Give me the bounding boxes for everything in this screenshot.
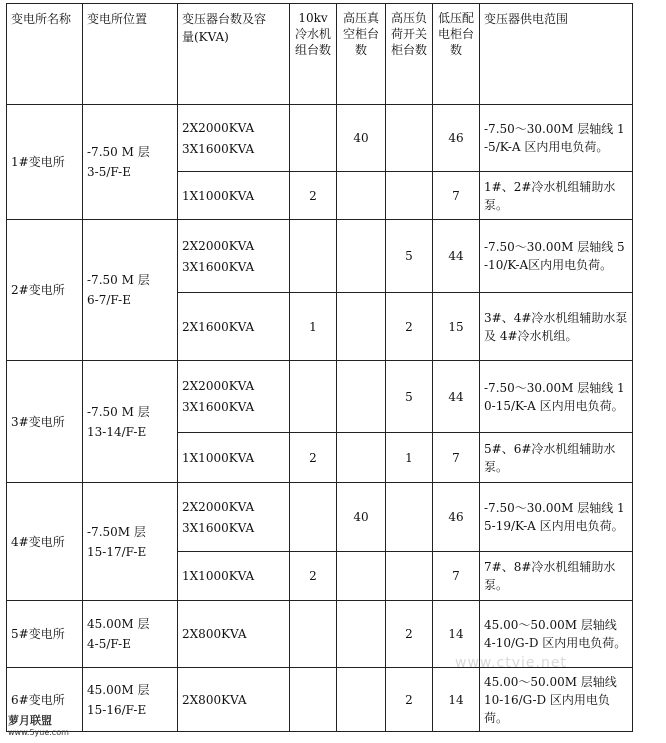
position-axis: 6-7/F-E (87, 293, 131, 307)
supply-range: -7.50～30.00M 层轴线 10-15/K-A 区内用电负荷。 (480, 361, 633, 433)
watermark-url: www.ctvie.net (455, 655, 567, 671)
capacity-line: 1X1000KVA (182, 569, 255, 583)
hv-load-switch-count (386, 172, 433, 220)
supply-range: 45.00～50.00M 层轴线 4-10/G-D 区内用电负荷。 (480, 601, 633, 668)
capacity-cell (178, 552, 290, 601)
lv-panel-count: 7 (433, 172, 480, 220)
seal-title: 萝月联盟 (8, 714, 52, 727)
capacity-line: 3X1600KVA (182, 520, 255, 535)
header-position: 变电所位置 (83, 4, 178, 105)
hv-vacuum-count (337, 172, 386, 220)
substation-name: 4#变电所 (7, 483, 83, 601)
hv-vacuum-count (337, 552, 386, 601)
substation-position (83, 220, 178, 361)
watermark-seal (8, 712, 69, 737)
substation-name: 6#变电所 (7, 668, 83, 732)
capacity-line: 2X2000KVA (182, 238, 255, 253)
capacity-line: 2X800KVA (182, 692, 247, 707)
capacity-cell (178, 361, 290, 433)
hv-load-switch-count (386, 105, 433, 172)
hv-vacuum-count (337, 293, 386, 361)
hv-load-switch-count: 2 (386, 601, 433, 668)
substation-name: 2#变电所 (7, 220, 83, 361)
capacity-line: 3X1600KVA (182, 141, 255, 156)
substation-name: 1#变电所 (7, 105, 83, 220)
chillers-count (290, 601, 337, 668)
hv-vacuum-count (337, 668, 386, 732)
header-chillers: 10kv冷水机组台数 (290, 4, 337, 105)
table-row (7, 105, 633, 172)
table-row (7, 668, 633, 732)
hv-vacuum-count (337, 601, 386, 668)
hv-load-switch-count: 5 (386, 361, 433, 433)
supply-range: 3#、4#冷水机组辅助水泵及 4#冷水机组。 (480, 293, 633, 361)
lv-panel-count: 7 (433, 552, 480, 601)
header-name: 变电所名称 (7, 4, 83, 105)
hv-vacuum-count (337, 220, 386, 293)
hv-vacuum-count: 40 (337, 105, 386, 172)
chillers-count (290, 361, 337, 433)
capacity-line: 3X1600KVA (182, 400, 255, 414)
capacity-line: 1X1000KVA (182, 188, 255, 203)
supply-range: -7.50～30.00M 层轴线 5-10/K-A区内用电负荷。 (480, 220, 633, 293)
lv-panel-count: 7 (433, 433, 480, 483)
hv-load-switch-count: 2 (386, 668, 433, 732)
capacity-line: 2X2000KVA (182, 120, 255, 135)
capacity-line: 3X1600KVA (182, 259, 255, 274)
chillers-count (290, 668, 337, 732)
supply-range: -7.50～30.00M 层轴线 15-19/K-A 区内用电负荷。 (480, 483, 633, 552)
header-hv-load-switch: 高压负荷开关柜台数 (386, 4, 433, 105)
capacity-cell (178, 483, 290, 552)
capacity-cell (178, 220, 290, 293)
hv-load-switch-count: 2 (386, 293, 433, 361)
lv-panel-count: 46 (433, 483, 480, 552)
supply-range: 45.00～50.00M 层轴线 10-16/G-D 区内用电负荷。 (480, 668, 633, 732)
lv-panel-count: 15 (433, 293, 480, 361)
seal-url: www.5yue.com (8, 728, 69, 737)
chillers-count: 1 (290, 293, 337, 361)
hv-load-switch-count: 5 (386, 220, 433, 293)
capacity-line: 2X2000KVA (182, 499, 255, 514)
capacity-line: 1X1000KVA (182, 450, 255, 465)
position-level: -7.50 M 层 (87, 404, 150, 419)
capacity-cell (178, 172, 290, 220)
substation-position (83, 105, 178, 220)
substation-name: 3#变电所 (7, 361, 83, 483)
substation-name: 5#变电所 (7, 601, 83, 668)
capacity-cell (178, 601, 290, 668)
substation-position (83, 483, 178, 601)
chillers-count (290, 483, 337, 552)
lv-panel-count: 46 (433, 105, 480, 172)
capacity-line: 2X2000KVA (182, 379, 255, 393)
position-level: -7.50 M 层 (87, 145, 150, 159)
header-transformers: 变压器台数及容 量(KVA) (178, 4, 290, 105)
supply-range: 5#、6#冷水机组辅助水泵。 (480, 433, 633, 483)
substation-table (6, 3, 633, 732)
supply-range: -7.50～30.00M 层轴线 1-5/K-A 区内用电负荷。 (480, 105, 633, 172)
lv-panel-count: 14 (433, 601, 480, 668)
position-level: 45.00M 层 (87, 682, 150, 697)
header-lv-panel: 低压配电柜台数 (433, 4, 480, 105)
lv-panel-count: 44 (433, 361, 480, 433)
substation-position (83, 668, 178, 732)
hv-load-switch-count (386, 483, 433, 552)
header-supply-range: 变压器供电范围 (480, 4, 633, 105)
hv-vacuum-count (337, 361, 386, 433)
position-axis: 13-14/F-E (87, 424, 147, 439)
table-row (7, 220, 633, 293)
chillers-count (290, 220, 337, 293)
substation-position (83, 601, 178, 668)
capacity-cell (178, 105, 290, 172)
position-axis: 4-5/F-E (87, 637, 131, 651)
table-row (7, 361, 633, 433)
position-level: 45.00M 层 (87, 617, 150, 631)
position-axis: 15-17/F-E (87, 544, 147, 559)
capacity-line: 2X1600KVA (182, 319, 255, 334)
supply-range: 1#、2#冷水机组辅助水泵。 (480, 172, 633, 220)
capacity-cell (178, 433, 290, 483)
substation-position (83, 361, 178, 483)
lv-panel-count: 44 (433, 220, 480, 293)
position-axis: 3-5/F-E (87, 165, 131, 179)
lv-panel-count: 14 (433, 668, 480, 732)
header-hv-vacuum: 高压真空柜台数 (337, 4, 386, 105)
hv-vacuum-count (337, 433, 386, 483)
table-row (7, 483, 633, 552)
position-level: -7.50M 层 (87, 524, 146, 539)
capacity-line: 2X800KVA (182, 627, 247, 641)
position-axis: 15-16/F-E (87, 702, 147, 717)
capacity-cell (178, 668, 290, 732)
chillers-count: 2 (290, 433, 337, 483)
hv-vacuum-count: 40 (337, 483, 386, 552)
hv-load-switch-count (386, 552, 433, 601)
chillers-count: 2 (290, 552, 337, 601)
position-level: -7.50 M 层 (87, 273, 150, 287)
hv-load-switch-count: 1 (386, 433, 433, 483)
table-header-row (7, 4, 633, 105)
chillers-count: 2 (290, 172, 337, 220)
chillers-count (290, 105, 337, 172)
supply-range: 7#、8#冷水机组辅助水泵。 (480, 552, 633, 601)
capacity-cell (178, 293, 290, 361)
